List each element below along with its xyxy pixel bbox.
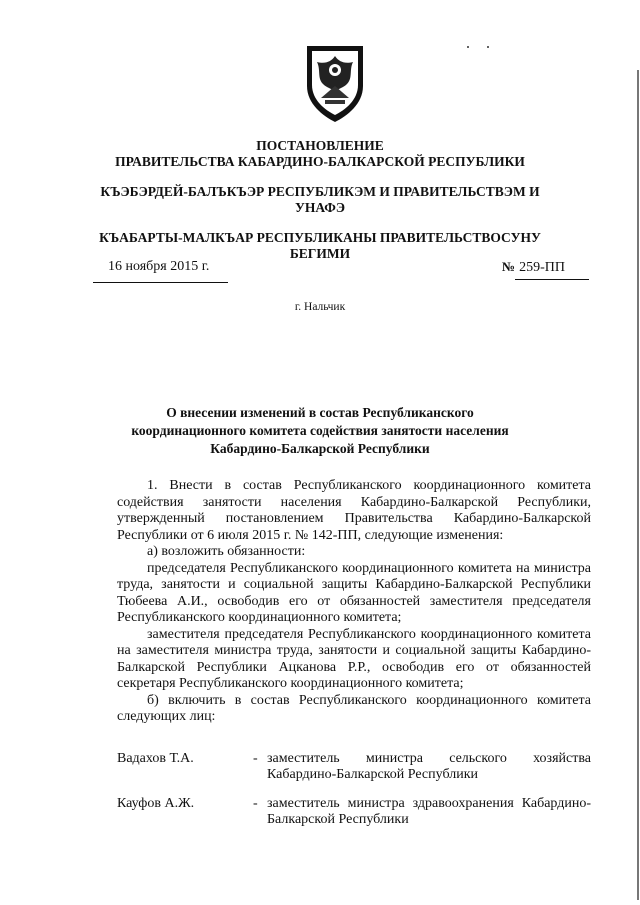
person-position: заместитель министра здравоохранения Кабардино-Балкарской Республики: [267, 796, 591, 827]
issuer-kabardian-cont: УНАФЭ: [294, 200, 346, 215]
persons-list: [117, 751, 591, 841]
person-dash: -: [253, 796, 258, 811]
person-row: [117, 751, 591, 783]
person-row: [117, 796, 591, 828]
scan-speck: [487, 46, 489, 48]
doc-city: г. Нальчик: [294, 301, 346, 313]
paragraph-chairman: председателя Республиканского координационного комитета на министра труда, занятости и социальной защиты Кабардино-Балкарской Республики Тюбеева А.И., освободив его от обязанностей заместителя председателя Республиканского координационного комитета;: [117, 560, 591, 625]
doc-body: [117, 478, 591, 726]
person-name: Кауфов А.Ж.: [117, 796, 195, 811]
scan-speck: [467, 46, 469, 48]
doc-title: [0, 404, 640, 458]
issuer-russian: ПРАВИТЕЛЬСТВА КАБАРДИНО-БАЛКАРСКОЙ РЕСПУБЛИКИ: [115, 154, 525, 169]
doc-date: 16 ноября 2015 г.: [108, 259, 210, 274]
issuer-kabardian: КЪЭБЭРДЕЙ-БАЛЪКЪЭР РЕСПУБЛИКЭМ И ПРАВИТЕЛЬСТВЭМ И: [100, 184, 540, 199]
number-sign: №: [502, 259, 516, 274]
coat-of-arms-icon: [303, 40, 367, 124]
title-line: О внесении изменений в состав Республиканского: [166, 405, 474, 420]
paragraph-1: 1. Внести в состав Республиканского координационного комитета содействия занятости населения Кабардино-Балкарской Республики, утвержденный постановлением Правительства Кабардино-Балкарской Республики от 6 июля 2015 г. № 142-ПП, следующие изменения:: [117, 478, 591, 543]
issuer-balkar-cont: БЕГИМИ: [289, 246, 351, 261]
person-position: заместитель министра сельского хозяйства Кабардино-Балкарской Республики: [267, 751, 591, 782]
doc-type: ПОСТАНОВЛЕНИЕ: [256, 138, 384, 153]
title-line: Кабардино-Балкарской Республики: [210, 441, 430, 456]
issuer-balkar: КЪАБАРТЫ-МАЛКЪАР РЕСПУБЛИКАНЫ ПРАВИТЕЛЬСТВОСУНУ: [99, 230, 541, 245]
paragraph-a: а) возложить обязанности:: [147, 544, 306, 559]
doc-number: 259-ПП: [515, 260, 589, 280]
title-line: координационного комитета содействия занятости населения: [131, 423, 509, 438]
person-dash: -: [253, 751, 258, 766]
paragraph-b: б) включить в состав Республиканского координационного комитета следующих лиц:: [117, 692, 591, 724]
doc-number-block: [502, 259, 589, 280]
date-underline: [93, 282, 228, 283]
paragraph-deputy: заместителя председателя Республиканского координационного комитета на заместителя министра труда, занятости и социальной защиты Кабардино-Балкарской Республики Ацканова Р.Р., освободив его от обязанностей секретаря Республиканского координационного комитета;: [117, 626, 591, 691]
person-name: Вадахов Т.А.: [117, 751, 194, 766]
